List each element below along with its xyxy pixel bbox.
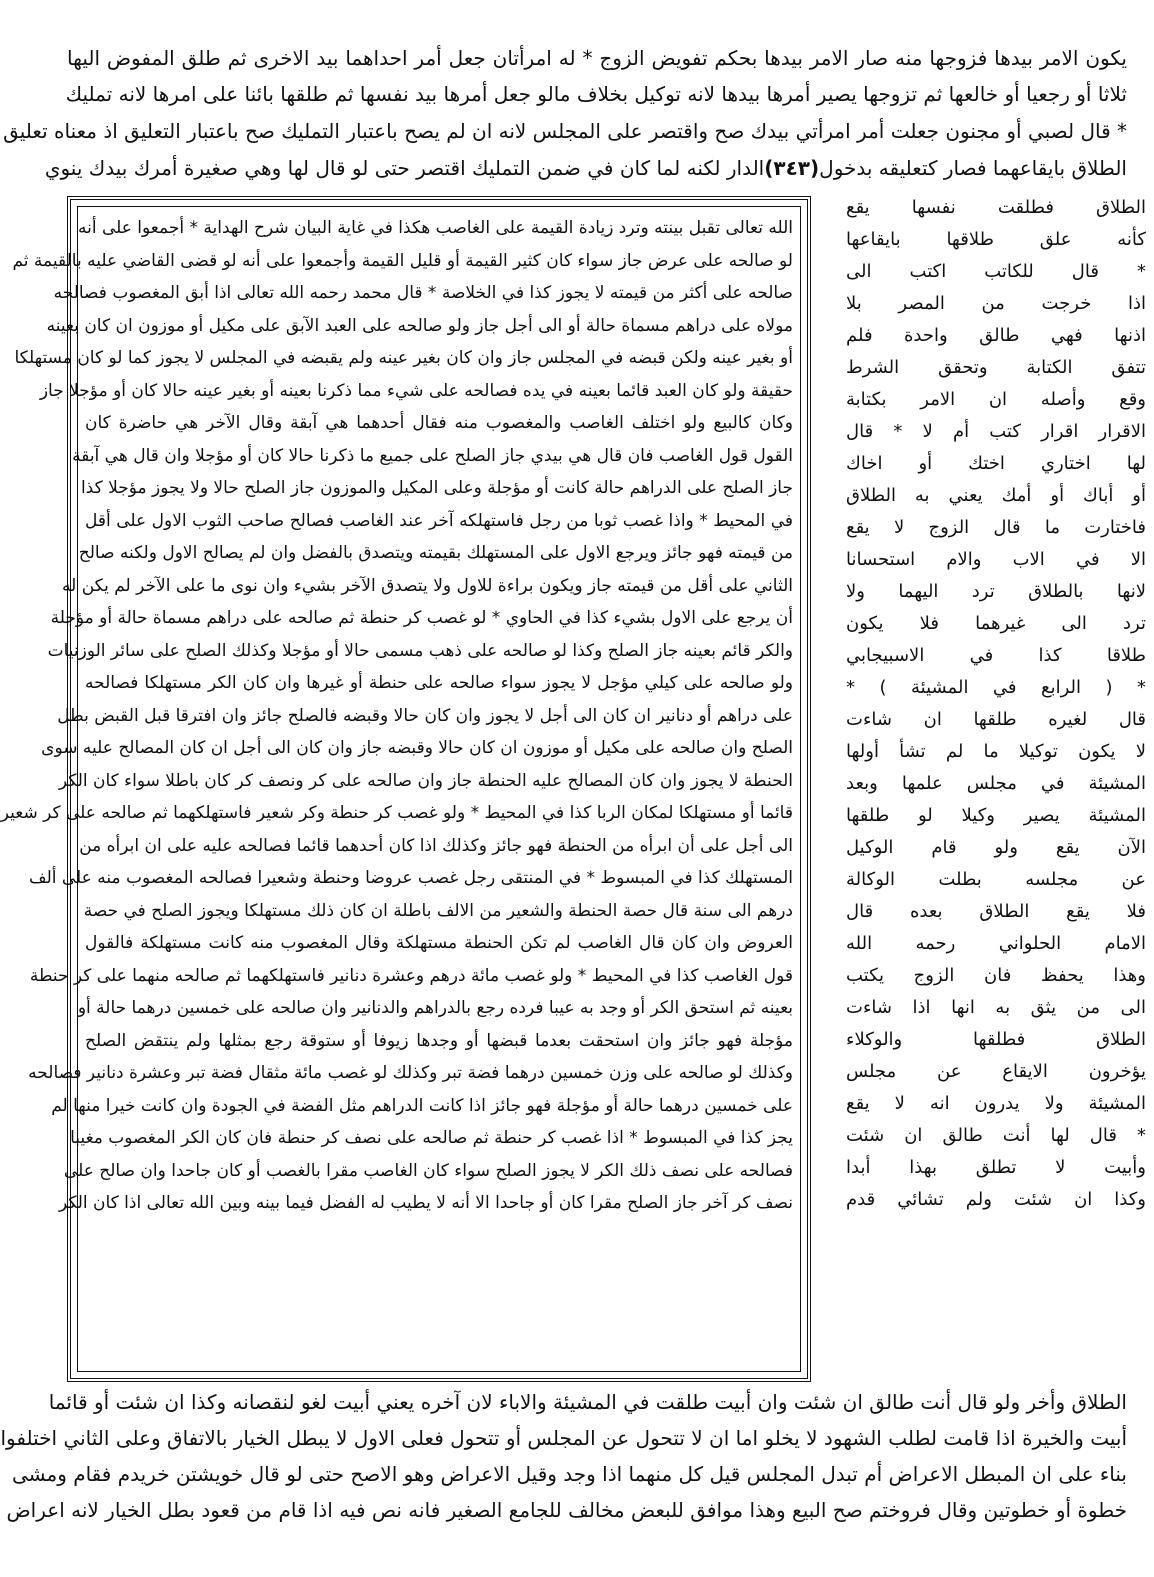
inner-text-line: من قيمته فهو جائز ويرجع الاول على المستهلك بقيمته ويتصدق بالفضل وان لم يصالح الاول ولكنه صالح <box>78 543 793 563</box>
bottom-text-line: خطوة أو خطوتين وقال فروختم صح البيع وهذا موافق للبعض مخالف للجامع الصغير فانه نص فيه اذا قام من قعود بطل الخيار لانه اعراض <box>6 1498 1127 1522</box>
inner-text-line <box>85 1285 793 1318</box>
margin-line: لا يكون توكيلا ما لم تشأ أولها <box>846 741 1146 762</box>
inner-text-line: مؤجلة فهو جائز وان استحقت بعدما قبضها أو وجدها زيوفا أو ستوقة رجع بمثلها ولم ينتقض الصلح <box>85 1030 793 1051</box>
margin-line: عن مجلسه بطلت الوكالة <box>846 869 1146 890</box>
inner-text-line: الحنطة لا يجوز وان كان المصالح عليه الحنطة جاز وان صالحه على كر ونصف كر كان باطلا سواء كان الكر <box>58 770 793 791</box>
margin-line: ترد الى غيرهما فلا يكون <box>846 613 1146 634</box>
top-text-line <box>44 150 1127 186</box>
inner-text-line: أن يرجع على الاول بشيء كذا في الحاوي * لو غصب كر حنطة ثم صالحه على دراهم مسماة حالة أو مؤجلة <box>50 608 793 628</box>
top-text-segment: الطلاق بايقاعهما فصار كتعليقه بدخول <box>819 156 1127 180</box>
inner-text-line: جاز الصلح على الدراهم حالة كانت أو مؤجلة وعلى المكيل والموزون جاز الصلح حالا ولا يجوز مؤجلا كذا <box>80 478 793 498</box>
inner-text-line: قول الغاصب كذا في المحيط * ولو غصب مائة درهم وعشرة دنانير فاستهلكهما ثم صالحه منهما على كر حنطة <box>29 965 793 986</box>
margin-line: الا في الاب والام استحسانا <box>846 549 1146 570</box>
inner-text-line: فصالحه على نصف ذلك الكر لا يجوز الصلح سواء كان الغاصب مقرا بالغصب أو كان جاحدا وان صالح على <box>63 1160 793 1181</box>
margin-line: * قال للكاتب اكتب الى <box>846 261 1146 282</box>
margin-line: لانها بالطلاق ترد اليهما ولا <box>846 581 1146 602</box>
inner-text-line: العروض وان كان قال الغاصب لم تكن الحنطة مستهلكة وقال المغصوب منه كانت مستهلكة فالقول <box>85 933 793 953</box>
inner-text-line: بعينه ثم استحق الكر أو وجد به عيبا فرده رجع بالدراهم والدنانير وان صالحه على خمسين درهما حالة أو <box>77 998 793 1018</box>
margin-line: وأبيت لا تطلق بهذا أبدا <box>846 1157 1146 1178</box>
inner-text-line: الى أجل على أن ابرأه من الحنطة فهو جائز وكذلك اذا كان أحدهما قائما فصالحه عليه على ان ابرأه من <box>79 835 793 856</box>
margin-line: فلا يقع الطلاق بعده قال <box>846 901 1146 922</box>
margin-line: الطلاق فطلقت نفسها يقع <box>846 197 1146 218</box>
page-number: (٣٤٣) <box>764 156 820 180</box>
inner-text-line: الصلح وان صالحه على مكيل أو موزون ان كان حالا وقبضه جاز وان كان الى أجل ان كان المصالح عليه سوى <box>41 738 793 758</box>
bottom-text-line: بناء على ان المبطل الاعراض أم تبدل المجلس قيل كل منهما اذا وجد وقيل الاعراض وهو الاصح حتى لو قال خويشتن خريدم فقام ومشى <box>11 1462 1127 1486</box>
inner-text-line: حقيقة ولو كان العبد قائما بعينه في يده فصالحه على شيء مما ذكرنا بعينه أو بغير عينه حالا كان أو مؤجلا جاز <box>39 380 793 401</box>
inner-text-line: المستهلك كذا في المبسوط * في المنتقى رجل غصب عروضا وحنطة وشعيرا فصالحه المغصوب منه على ألف <box>28 868 793 888</box>
margin-line: المشيئة ولا يدرون انه لا يقع <box>846 1093 1146 1114</box>
inner-text-line <box>85 1252 793 1285</box>
inner-text-line: ولو صالحه على كيلي مؤجل لا يجوز سواء صالحه على حنطة أو غيرها وان كان الكر مستهلكا فصالحه <box>85 673 793 693</box>
bottom-text-line: الطلاق وأخر ولو قال أنت طالق ان شئت وان أبيت طلقت في المشيئة والاباء لان آخره يعني أبيت لغو لنقصانه وكذا ان شئت أو قائما <box>48 1390 1127 1414</box>
inner-text-line: الله تعالى تقبل بينته وترد زيادة القيمة على الغاصب هكذا في غاية البيان شرح الهداية * أجمعوا على أنه <box>77 218 793 238</box>
margin-line: يؤخرون الايقاع عن مجلس <box>846 1061 1146 1082</box>
margin-line: تتفق الكتابة وتحقق الشرط <box>846 357 1146 378</box>
margin-line: الامام الحلواني رحمه الله <box>846 933 1146 954</box>
inner-text-line: صالحه على أكثر من قيمته لا يجوز كذا في الخلاصة * قال محمد رحمه الله تعالى اذا أبق المغصوب فصالحه <box>53 283 793 303</box>
margin-line: لها اختاري اختك أو اخاك <box>846 453 1146 474</box>
inner-text-line: نصف كر آخر جاز الصلح مقرا كان أو جاحدا الا أنه لا يطيب له الفضل فيما بينه وبين الله تعالى اذا كان الكر <box>58 1193 793 1213</box>
margin-line: الى من يثق به انها اذا شاءت <box>846 997 1146 1018</box>
margin-line: كأنه علق طلاقها بايقاعها <box>846 229 1146 250</box>
margin-line: وكذا ان شئت ولم تشائي قدم <box>846 1189 1146 1210</box>
top-text-line: ثلاثا أو رجعيا أو خالعها ثم تزوجها يصير أمرها بيدها لانه توكيل بخلاف مالو جعل أمرها بيد نفسها ثم طلقها بائنا على امرها لانه تمليك <box>65 82 1127 106</box>
margin-line: وهذا يحفظ فان الزوج يكتب <box>846 965 1146 986</box>
inner-text-line: لو صالحه على عرض جاز سواء كان كثير القيمة أو قليل القيمة وأجمعوا على أنه لو قضى القاضي عليه بالقيمة ثم <box>12 250 793 271</box>
inner-text-line: القول قول الغاصب فان قال هي بيدي جاز الصلح على جميع ما ذكرنا حالا كان أو مؤجلا وان قال هي آبقة <box>72 445 793 466</box>
margin-line: أو أباك أو أمك يعني به الطلاق <box>846 485 1146 506</box>
inner-text-line <box>85 1220 793 1253</box>
margin-line: قال لغيره طلقها ان شاءت <box>846 709 1146 730</box>
margin-line: الآن يقع ولو قام الوكيل <box>846 837 1146 858</box>
section-heading: * ( الرابع في المشيئة ) * <box>846 677 1146 698</box>
top-text-line: * قال لصبي أو مجنون جعلت أمر امرأتي بيدك صح واقتصر على المجلس لانه ان لم يصح باعتبار التمليك صح باعتبار التعليق اذ معناه تعليق <box>3 119 1127 143</box>
margin-line: اذنها فهي طالق واحدة فلم <box>846 325 1146 346</box>
inner-text-line: درهم الى سنة قال حصة الحنطة والشعير من الالف باطلة ان كان ذلك مستهلكا ويجوز الصلح في حصة <box>83 900 793 921</box>
margin-line: طلاقا كذا في الاسبيجابي <box>846 645 1146 666</box>
margin-line: المشيئة يصير وكيلا لو طلقها <box>846 805 1146 826</box>
inner-text-line: على خمسين درهما حالة أو مؤجلة فهو جائز اذا كانت الدراهم مثل الفضة في الجودة وان كانت خيرا منها لم <box>51 1095 793 1116</box>
inner-text-line <box>85 1317 793 1350</box>
inner-text-line: وكان كالبيع ولو اختلف الغاصب والمغصوب منه فقال أحدهما هي آبقة وقال الآخر هي حاضرة كان <box>85 413 793 433</box>
inner-text-line: أو بغير عينه ولكن قبضه في المجلس جاز وان كان بغير عينه ولم يقبضه في المجلس لا يجوز كما لو كان مستهلكا <box>14 348 793 368</box>
margin-line: الطلاق فطلقها والوكلاء <box>846 1029 1146 1050</box>
margin-line: * قال لها أنت طالق ان شئت <box>846 1125 1146 1146</box>
inner-text-line: على دراهم أو دنانير ان كان الى أجل لا يجوز وان كان حالا وقبضه فالصلح جائز وان افترقا قبل القبض بطل <box>57 705 793 726</box>
margin-line: الاقرار اقرار كتب أم لا * قال <box>846 421 1146 442</box>
bottom-text-line: أبيت والخيرة اذا قامت لطلب الشهود لا يخلو اما ان لا تتحول عن المجلس أو تتحول فعلى الاول لا يبطل الخيار بالاتفاق وعلى الثاني اختلفوا <box>0 1426 1127 1450</box>
inner-text-line: الثاني على أقل من قيمته جاز ويكون براءة للاول ولا يتصدق الآخر بشيء وان نوى ما على الآخر لم يكن له <box>62 575 793 596</box>
margin-line: المشيئة في مجلس علمها وبعد <box>846 773 1146 794</box>
inner-text-line: يجز كذا في المبسوط * اذا غصب كر حنطة ثم صالحه على نصف كر حنطة فان كان الكر المغصوب مغيبا <box>70 1128 793 1148</box>
margin-line: فاختارت ما قال الزوج لا يقع <box>846 517 1146 538</box>
top-text-line: يكون الامر بيدها فزوجها منه صار الامر بيدها بحكم تفويض الزوج * له امرأتان جعل أمر احداهما بيد الاخرى ثم طلق المفوض اليها <box>67 46 1127 70</box>
top-text-segment: الدار لكنه لما كان في ضمن التمليك اقتصر حتى لو قال لها وهي صغيرة أمرك بيدك ينوي <box>44 156 765 180</box>
inner-text-line: قائما أو مستهلكا لمكان الربا كذا في المحيط * ولو غصب كر حنطة وكر شعير فاستهلكهما ثم صالحه على كر شعير <box>0 803 793 823</box>
inner-text-line: والكر قائم بعينه جاز الصلح وكذا لو صالحه على ذهب مسمى حالا أو مؤجلا وكذلك الصلح على سائر الوزنيات <box>47 640 793 661</box>
inner-text-line: مولاه على دراهم مسماة حالة أو الى أجل جاز ولو صالحه على العبد الآبق على مكيل أو موزون ان كان بعينه <box>46 315 793 336</box>
inner-text-line: في المحيط * واذا غصب ثوبا من رجل فاستهلكه آخر عند الغاصب فصالح صاحب الثوب الاول على أقل <box>85 510 793 531</box>
margin-line: اذا خرجت من المصر بلا <box>846 293 1146 314</box>
margin-line: وقع وأصله ان الامر بكتابة <box>846 389 1146 410</box>
inner-text-line: وكذلك لو صالحه على وزن خمسين درهما فضة تبر وكذلك لو غصب مائة مثقال فضة تبر وعشرة دنانير فصالحه <box>28 1063 793 1083</box>
